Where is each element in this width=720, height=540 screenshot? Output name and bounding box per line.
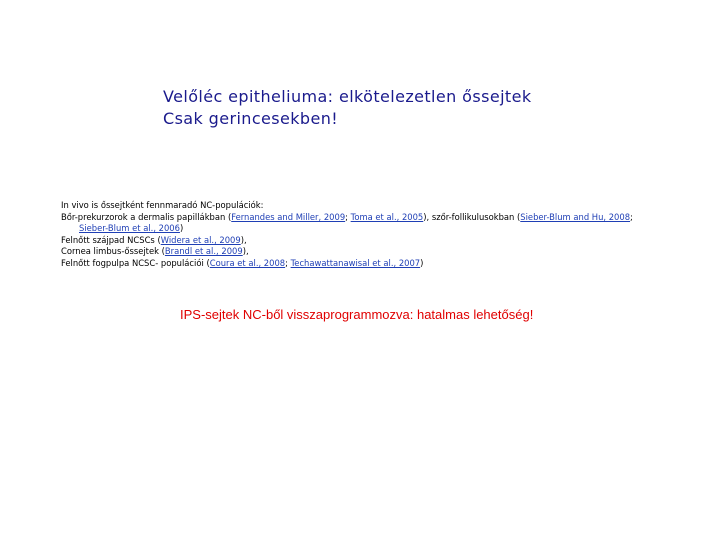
skin-precursors-continuation — [61, 223, 701, 235]
heading-line-2: Csak gerincesekben! — [163, 109, 339, 128]
text-segment: ; — [345, 211, 351, 222]
reference-link[interactable]: Toma et al., 2005 — [350, 211, 424, 222]
text-segment: ), — [240, 234, 247, 245]
reference-link[interactable]: Coura et al., 2008 — [209, 257, 286, 268]
text-segment: Felnőtt fogpulpa NCSC- populációi ( — [61, 257, 210, 268]
reference-link[interactable]: Brandl et al., 2009 — [164, 246, 243, 257]
text-segment: Cornea limbus-őssejtek ( — [61, 246, 165, 257]
reference-link[interactable]: Sieber-Blum and Hu, 2008 — [520, 211, 631, 222]
reference-link[interactable]: Sieber-Blum et al., 2006 — [79, 223, 180, 234]
text-segment: ) — [179, 223, 184, 234]
cornea-limbus-line — [61, 246, 701, 258]
nc-populations-text — [61, 200, 701, 270]
slide-heading — [163, 86, 532, 130]
skin-precursors-line — [61, 212, 701, 224]
text-segment: ; — [630, 211, 633, 222]
text-segment: Felnőtt szájpad NCSCs ( — [61, 234, 161, 245]
reference-link[interactable]: Widera et al., 2009 — [160, 234, 241, 245]
palate-ncsc-line — [61, 235, 701, 247]
intro-line: In vivo is őssejtként fennmaradó NC-populációk: — [61, 200, 264, 210]
text-segment: ; — [285, 257, 291, 268]
reference-link[interactable]: Techawattanawisal et al., 2007 — [290, 257, 421, 268]
text-segment: Bőr-prekurzorok a dermalis papillákban ( — [61, 211, 232, 222]
reference-link[interactable]: Fernandes and Miller, 2009 — [231, 211, 346, 222]
ips-callout: IPS-sejtek NC-ből visszaprogrammozva: hatalmas lehetőség! — [180, 307, 534, 322]
text-segment: ), — [242, 246, 249, 257]
dental-pulp-line — [61, 258, 701, 270]
heading-line-1: Velőléc epitheliuma: elkötelezetlen őssejtek — [163, 87, 532, 106]
text-segment: ) — [420, 257, 424, 268]
text-segment: ), szőr-follikulusokban ( — [423, 211, 521, 222]
